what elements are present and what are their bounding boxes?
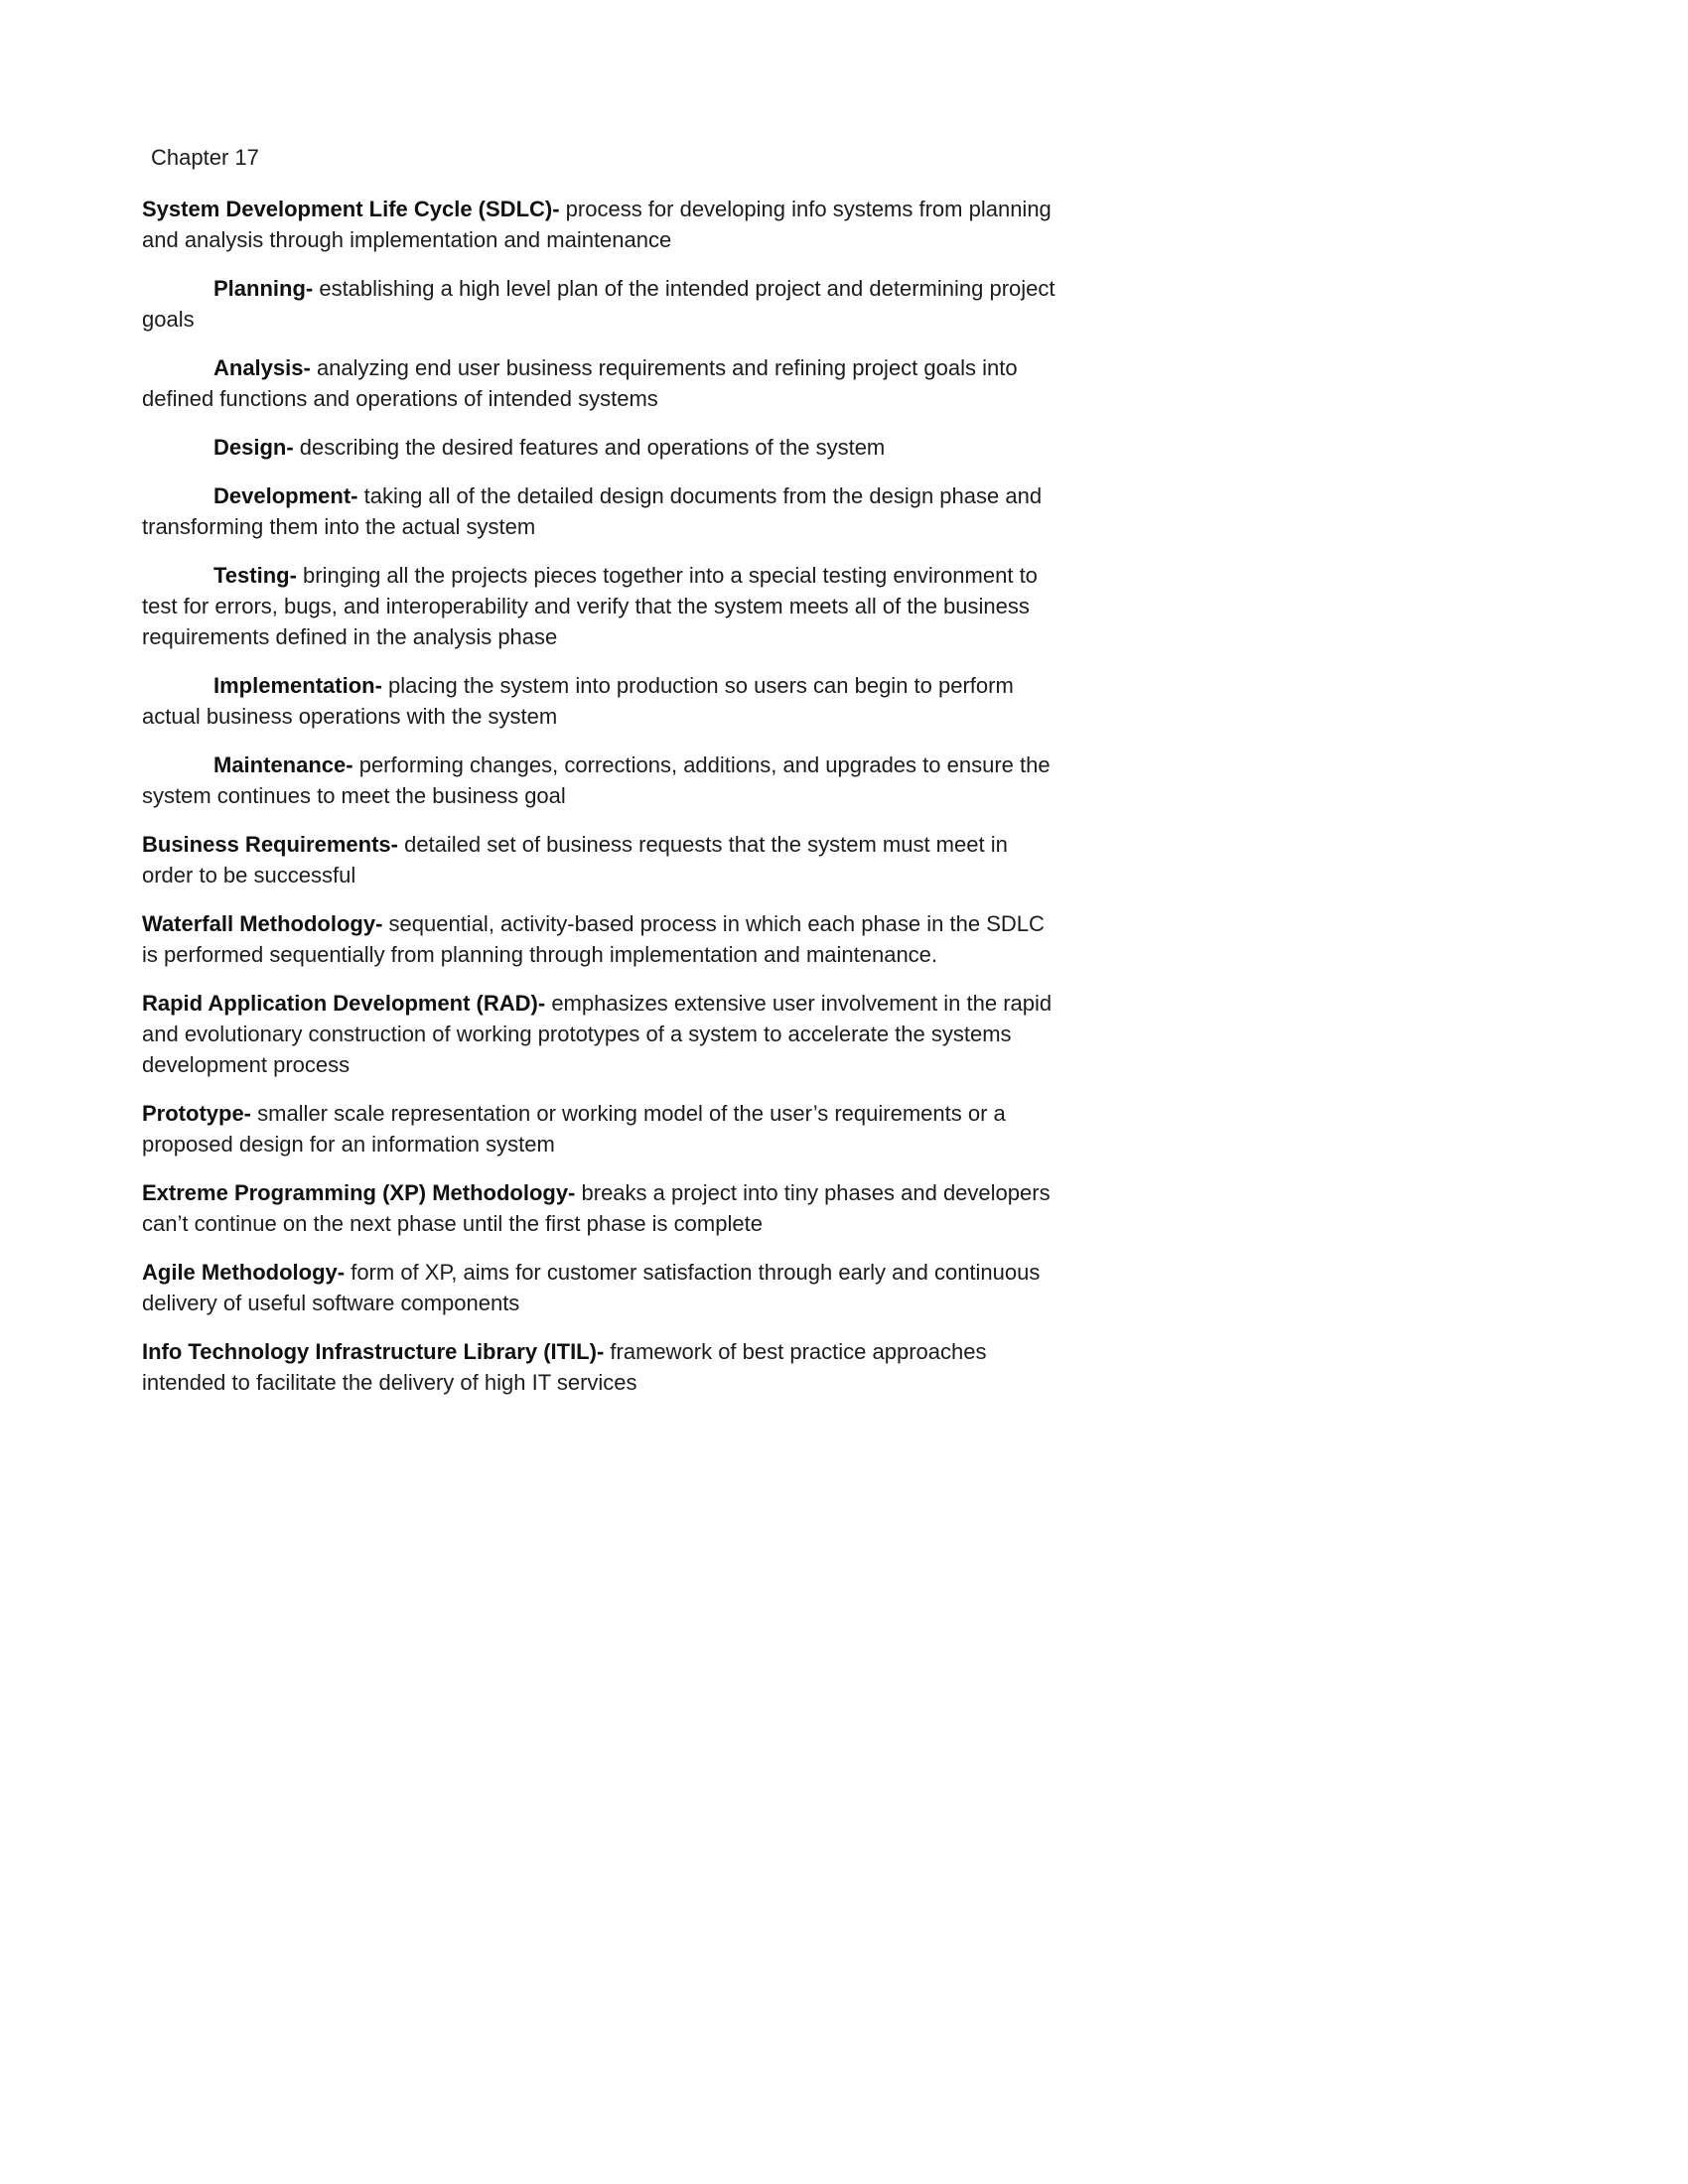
definition-term: Prototype-: [142, 1101, 251, 1126]
definition-term: Design-: [213, 435, 294, 460]
definition-term: Rapid Application Development (RAD)-: [142, 991, 546, 1016]
definition-text: placing the system into production so users can begin to perform actual business operations with the system: [142, 673, 1014, 729]
definition-term: Development-: [213, 483, 358, 508]
definition-term: Analysis-: [213, 355, 311, 380]
definition-text: sequential, activity-based process in which each phase in the SDLC is performed sequentially from planning through implementation and maintenance.: [142, 911, 1045, 967]
definition-paragraph: [142, 194, 1060, 255]
definition-term: Info Technology Infrastructure Library (ITIL)-: [142, 1339, 605, 1364]
definition-paragraph: [142, 670, 1060, 732]
definition-paragraph: [142, 908, 1060, 970]
definition-text: detailed set of business requests that the system must meet in order to be successful: [142, 832, 1008, 887]
definition-text: emphasizes extensive user involvement in the rapid and evolutionary construction of working prototypes of a system to accelerate the systems development process: [142, 991, 1053, 1077]
definition-text: framework of best practice approaches intended to facilitate the delivery of high IT services: [142, 1339, 987, 1395]
definition-text: analyzing end user business requirements and refining project goals into defined functions and operations of intended systems: [142, 355, 1018, 411]
definition-paragraph: [142, 1177, 1060, 1239]
definition-term: Planning-: [213, 276, 314, 301]
definition-paragraph: [142, 750, 1060, 811]
definition-paragraph: [142, 432, 1060, 463]
definition-text: bringing all the projects pieces together into a special testing environment to test for errors, bugs, and interoperability and verify that the system meets all of the business requirements defined in the analysis phase: [142, 563, 1038, 649]
definition-paragraph: [142, 352, 1060, 414]
definition-term: Extreme Programming (XP) Methodology-: [142, 1180, 576, 1205]
definition-term: Implementation-: [213, 673, 382, 698]
definition-text: describing the desired features and operations of the system: [293, 435, 886, 460]
definition-text: process for developing info systems from planning and analysis through implementation and maintenance: [142, 197, 1052, 252]
definition-term: Testing-: [213, 563, 297, 588]
definition-text: breaks a project into tiny phases and developers can’t continue on the next phase until the first phase is complete: [142, 1180, 1051, 1236]
definition-paragraph: [142, 1257, 1060, 1318]
chapter-heading: Chapter 17: [151, 145, 259, 170]
definition-term: Agile Methodology-: [142, 1260, 346, 1285]
definition-term: Maintenance-: [213, 752, 353, 777]
definition-term: Business Requirements-: [142, 832, 398, 857]
paragraph-list: [142, 194, 1072, 1398]
definition-text: form of XP, aims for customer satisfaction through early and continuous delivery of useful software components: [142, 1260, 1041, 1315]
definition-text: establishing a high level plan of the intended project and determining project goals: [142, 276, 1055, 332]
definition-paragraph: [142, 480, 1060, 542]
definition-paragraph: [142, 560, 1060, 652]
definition-paragraph: [142, 273, 1060, 335]
definition-text: taking all of the detailed design documents from the design phase and transforming them into the actual system: [142, 483, 1043, 539]
definition-term: System Development Life Cycle (SDLC)-: [142, 197, 560, 221]
definition-term: Waterfall Methodology-: [142, 911, 383, 936]
definition-paragraph: [142, 1098, 1060, 1160]
definition-paragraph: [142, 829, 1060, 890]
definition-paragraph: [142, 988, 1060, 1080]
document-page: [0, 0, 1072, 1398]
definition-paragraph: [142, 1336, 1060, 1398]
definition-text: smaller scale representation or working model of the user’s requirements or a proposed design for an information system: [142, 1101, 1006, 1157]
definition-text: performing changes, corrections, additions, and upgrades to ensure the system continues to meet the business goal: [142, 752, 1051, 808]
